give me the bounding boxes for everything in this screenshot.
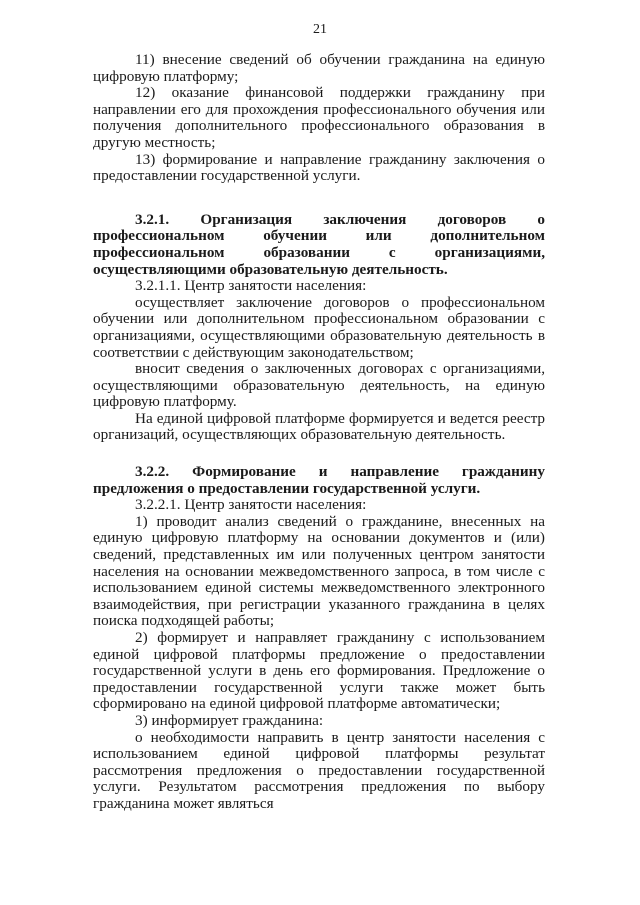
list-item-12: 12) оказание финансовой поддержки гражданину при направлении его для прохождения профессионального обучения или получения дополнительного профессионального образования в другую местность; [93,84,545,151]
document-body [93,52,545,813]
list-item-13: 13) формирование и направление гражданину заключения о предоставлении государственной услуги. [93,150,545,185]
spacer [93,444,545,464]
subsection-heading-3-2-2-1: 3.2.2.1. Центр занятости населения: [135,496,367,514]
section-heading-3-2-2: 3.2.2. Формирование и направление гражданину предложения о предоставлении государственной услуги. [93,463,545,497]
spacer [93,185,545,212]
page-number: 21 [313,22,327,37]
list-item-11: 11) внесение сведений об обучении гражданина на единую цифровую платформу; [93,51,545,85]
paragraph-registry: На единой цифровой платформе формируется и ведется реестр организаций, осуществляющих образовательную деятельность. [93,409,545,444]
paragraph-inform: о необходимости направить в центр занятости населения с использованием единой цифровой платформы результат рассмотрения предложения о предоставлении государственной услуги. Результатом рассмотрения предложения по выбору гражданина может являться [93,728,545,812]
list-item-2: 2) формирует и направляет гражданину с использованием единой цифровой платформы предложение о предоставлении государственной услуги в день его формирования. Предложение о предоставлении государственной услуги также может быть сформировано на единой цифровой платформе автоматически; [93,629,545,713]
paragraph-contract-info: вносит сведения о заключенных договорах с организациями, осуществляющими образовательную деятельность, на единую цифровую платформу. [93,360,545,411]
paragraph-contracts: осуществляет заключение договоров о профессиональном обучении или дополнительном профессиональном образовании с организациями, осуществляющими образовательную деятельность в соответствии с действующим законодательством; [93,293,545,361]
section-heading-3-2-1: 3.2.1. Организация заключения договоров о профессиональном обучении или дополнительном профессиональном образовании с организациями, осуществляющими образовательную деятельность. [93,210,545,278]
subsection-heading-3-2-1-1: 3.2.1.1. Центр занятости населения: [135,277,367,295]
list-item-3: 3) информирует гражданина: [135,711,324,729]
list-item-1: 1) проводит анализ сведений о гражданине, внесенных на единую цифровую платформу на основании документов и (или) сведений, представленных им или полученных центром занятости населения на основании межведомственного запроса, в том числе с использованием единой системы межведомственного электронного взаимодействия, при регистрации указанного гражданина в целях поиска подходящей работы; [93,512,545,630]
